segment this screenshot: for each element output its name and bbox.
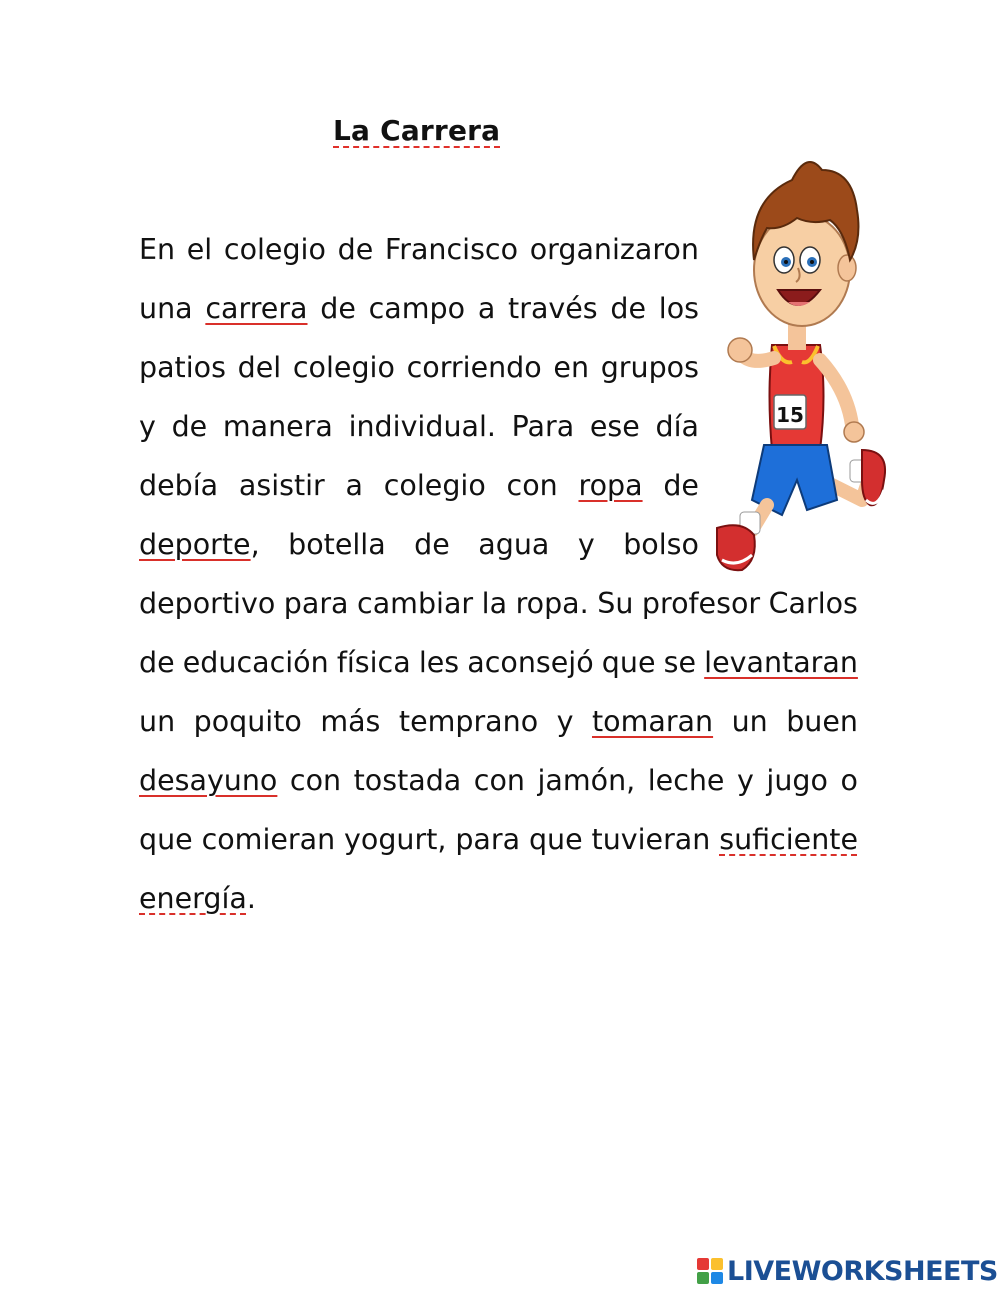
underlined-word-tomaran: tomaran [591,705,714,738]
word-group [139,528,260,561]
underlined-word-desayuno: desayuno [139,764,278,797]
word: profesor [641,587,761,620]
text-line-12 [139,882,858,922]
word: colegio [292,351,395,384]
bib-number: 15 [776,403,804,427]
word: través [508,292,598,325]
word: patios [139,351,226,384]
word: grupos [600,351,699,384]
word: poquito [193,705,302,738]
underlined-word-carrera: carrera [205,292,308,325]
word: individual. [348,410,496,443]
word: tuvieran [591,823,711,856]
word: los [658,292,699,325]
word: colegio [223,233,326,266]
word: yogurt, [344,823,447,856]
word: el [186,233,213,266]
word: un [139,705,176,738]
word: una [139,292,193,325]
word: a [345,469,363,502]
word: y [139,410,156,443]
text-line-11 [139,823,858,863]
word: cambiar [357,587,474,620]
word: buen [786,705,858,738]
underlined-word-suficiente: suficiente [719,823,858,856]
word: un [731,705,768,738]
underlined-word-levantaran: levantaran [704,646,858,679]
word: campo [368,292,466,325]
logo-blocks-icon [697,1258,723,1284]
word: la [481,587,508,620]
word: bolso [623,528,699,561]
liveworksheets-logo [697,1254,998,1288]
text-line-1 [139,233,699,273]
logo-text: LIVEWORKSHEETS [727,1255,998,1287]
word: en [553,351,590,384]
word: deportivo [139,587,276,620]
text-line-3 [139,351,699,391]
word: jugo [766,764,828,797]
word: y [737,764,754,797]
word: con [473,764,525,797]
word: les [418,646,460,679]
word: manera [222,410,333,443]
word: ese [589,410,640,443]
word: educación [182,646,329,679]
word: y [556,705,574,738]
word: de [337,233,374,266]
word: leche [647,764,725,797]
word: agua [478,528,550,561]
word: Francisco [384,233,519,266]
word: colegio [383,469,486,502]
word: Para [511,410,575,443]
word: aconsejó [467,646,594,679]
page-title: La Carrera [333,114,501,147]
punctuation: . [246,882,256,915]
word: a [477,292,496,325]
word: debía [139,469,219,502]
text-line-7 [139,587,858,627]
word: Carlos [768,587,858,620]
word: y [577,528,595,561]
text-line-5 [139,469,699,509]
punctuation: , [250,528,260,561]
word: día [655,410,699,443]
word: que [139,823,193,856]
word: del [237,351,282,384]
word: asistir [238,469,325,502]
text-line-6 [139,528,699,568]
word: tostada [353,764,462,797]
text-line-9 [139,705,858,745]
word: corriendo [406,351,542,384]
underlined-word-deporte: deporte [139,528,251,561]
word: de [139,646,175,679]
word: En [139,233,176,266]
word: ropa. [515,587,589,620]
word: para [283,587,349,620]
text-line-2 [139,292,699,332]
word: o [840,764,858,797]
word: se [663,646,697,679]
word: Su [597,587,634,620]
word: de [414,528,450,561]
word: botella [288,528,386,561]
text-line-8 [139,646,858,686]
word: de [320,292,356,325]
word: que [601,646,656,679]
word: jamón, [537,764,636,797]
word: que [528,823,583,856]
text-line-4 [139,410,699,450]
word: con [289,764,342,797]
word: de [610,292,647,325]
word: con [506,469,558,502]
underlined-word-energia: energía [139,882,247,915]
word: física [336,646,411,679]
word: temprano [398,705,539,738]
word: organizaron [529,233,699,266]
word: de [171,410,208,443]
underlined-word-ropa: ropa [578,469,643,502]
word: comieran [201,823,336,856]
word: de [663,469,699,502]
word: para [455,823,521,856]
text-line-10 [139,764,858,804]
runner-boy-illustration [712,150,892,580]
word: más [320,705,381,738]
